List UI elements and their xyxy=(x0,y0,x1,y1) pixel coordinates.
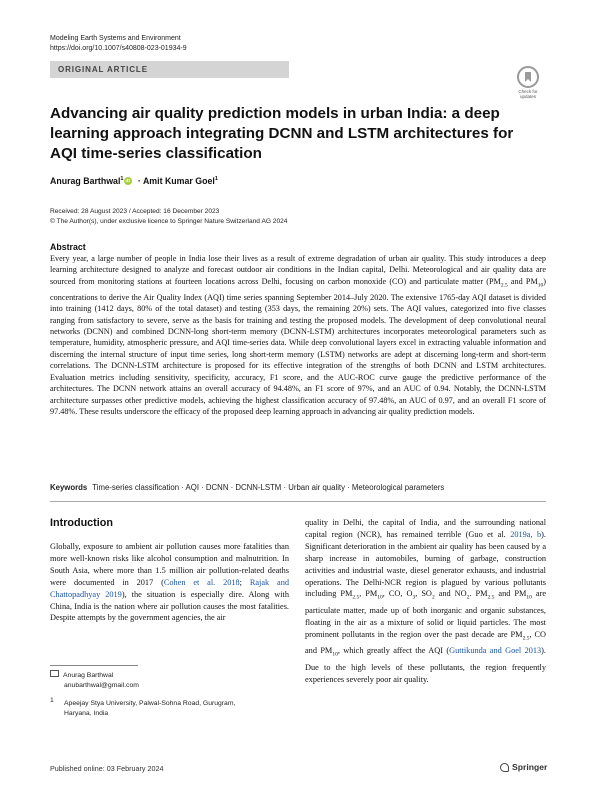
section-divider xyxy=(50,501,546,502)
affiliation-mark: 1 xyxy=(50,697,54,704)
citation-link[interactable]: Guttikunda and Goel 2013 xyxy=(449,646,542,656)
author-2-affiliation-mark: 1 xyxy=(214,176,218,183)
article-history xyxy=(50,207,287,227)
orcid-icon[interactable] xyxy=(124,177,132,185)
publisher-name: Springer xyxy=(512,762,548,772)
corresponding-author-email[interactable]: anubarthwal@gmail.com xyxy=(64,681,139,689)
check-for-updates-badge[interactable] xyxy=(511,66,545,100)
article-title: Advancing air quality prediction models in urban India: a deep learning approach integrating DCNN and LSTM architectures for AQI time-series classification xyxy=(50,105,514,162)
journal-doi[interactable]: https://doi.org/10.1007/s40808-023-01934-9 xyxy=(50,45,187,52)
bookmark-icon xyxy=(517,66,539,88)
author-1-name[interactable]: Anurag Barthwal xyxy=(50,176,121,186)
author-2-name[interactable]: Amit Kumar Goel xyxy=(142,176,215,186)
keywords-label: Keywords xyxy=(50,483,88,492)
introduction-heading: Introduction xyxy=(50,517,113,529)
affiliation: Apeejay Stya University, Palwal-Sohna Road, Gurugram, Haryana, India xyxy=(64,700,236,717)
journal-header xyxy=(50,34,187,54)
article-type-label: ORIGINAL ARTICLE xyxy=(58,65,148,74)
author-list xyxy=(50,176,218,186)
badge-line1: Check for xyxy=(518,89,538,94)
copyright-line: © The Author(s), under exclusive licence to Springer Nature Switzerland AG 2024 xyxy=(50,218,288,225)
author-separator: · xyxy=(135,176,143,186)
journal-name: Modeling Earth Systems and Environment xyxy=(50,35,181,42)
citation-link[interactable]: Cohen et al. 2018 xyxy=(163,577,240,587)
article-type-banner xyxy=(50,61,289,78)
springer-horse-icon xyxy=(500,763,509,772)
citation-link[interactable]: Rajak and Chattopadhyay 2019 xyxy=(50,577,289,599)
keywords-line xyxy=(50,483,546,492)
abstract-heading: Abstract xyxy=(50,242,86,252)
received-accepted-dates: Received: 28 August 2023 / Accepted: 16 December 2023 xyxy=(50,208,220,215)
abstract-text: Every year, a large number of people in India lose their lives as a result of extreme degradation of urban air quality. This study introduces a deep learning architecture designed to analyze and forecast outdoor air conditions in the Indian capital, Delhi. Meteorological and air quality data are sourced from monitoring stations at fourteen locations across Delhi, focusing on carbon monoxide (CO) and particulate matter ($PM_{2.5}$ and $PM_{10}$) concentrations to derive the Air Quality Index (AQI) time series spanning September 2014–July 2020. The extensive 1765-day AQI dataset is divided into training (1412 days, 80% of the total dataset) and testing (353 days, the remaining 20%) sets. The AQI values, categorized into five classes ranging from satisfactory to severe, serve as the basis for training and testing the proposed models. The development of deep convolutional neural networks (DCNN) and combined DCNN-long short-term memory (DCNN-LSTM) architectures incorporates meteorological parameters such as temperature, humidity, atmospheric pressure, and AQI time-series data. While deep convolutional layers excel in extracting valuable information and discerning the internal structure of input time series, long short-term memory (LSTM) networks are adept at discerning long-term and short-term correlations. The DCNN-LSTM architecture is proposed for its effective integration of the strengths of both DCNN and LSTM architectures. Evaluation metrics including sensitivity, specificity, accuracy, F1 score, and the AUC-ROC curve gauge the predictive performance of the architectures. The DCNN network attains an overall accuracy of 94.48%, an F1 score of 97%, and an AUC of 0.94. Notably, the DCNN-LSTM architecture surpasses other predictive models, achieving the highest classification accuracy of 97.48%, an AUC of 0.97, and an overall F1 score of 97.48%. These results underscore the efficacy of the proposed deep learning approach in advancing air quality prediction models. xyxy=(50,254,546,416)
keywords-list: Time-series classification · AQI · DCNN · DCNN-LSTM · Urban air quality · Meteorological parameters xyxy=(92,483,445,492)
intro-right-column: quality in Delhi, the capital of India, and the surrounding national capital region (NCR), has remained terrible (Guo et al. 2019a, b). Significant deterioration in the ambient air quality has been caused by a sharp increase in automobiles, burning of garbage, construction activities and industrial waste, diesel generator exhausts, and industrial operations. The Delhi-NCR region is plagued by various pollutants including $PM_{2.5}$, $PM_{10}$, CO, $O_3$, $SO_2$ and $NO_2$. $PM_{2.5}$ and $PM_{10}$ are particulate matter, made up of both inorganic and organic substances, floating in the air as a mixture of solid or liquid particles. The most prominent pollutants in the region over the past decade are $PM_{2.5}$, CO and $PM_{10}$, which greatly affect the AQI (Guttikunda and Goel 2013). Due to the high levels of these pollutants, the region frequently experiences severely poor air quality. xyxy=(305,518,547,684)
citation-link[interactable]: 2019a, b xyxy=(510,529,542,539)
envelope-icon xyxy=(50,670,59,677)
corresponding-author xyxy=(50,670,139,690)
intro-left-column: Globally, exposure to ambient air pollution causes more fatalities than more well-known risks like alcohol consumption and malnutrition. In South Asia, where more than 1.5 million air pollution-related deaths were documented in 2017 (Cohen et al. 2018; Rajak and Chattopadhyay 2019), the situation is especially dire. Along with China, India is the nation where air pollution causes the most fatalities. Despite attempts by the government agencies, the air xyxy=(50,542,289,623)
footnote-divider xyxy=(50,665,138,666)
badge-line2: updates xyxy=(519,94,536,99)
corresponding-author-name: Anurag Barthwal xyxy=(63,672,114,679)
publisher-logo xyxy=(500,762,547,772)
published-online-date: Published online: 03 February 2024 xyxy=(50,764,164,773)
author-1-affiliation-mark: 1 xyxy=(120,176,124,183)
